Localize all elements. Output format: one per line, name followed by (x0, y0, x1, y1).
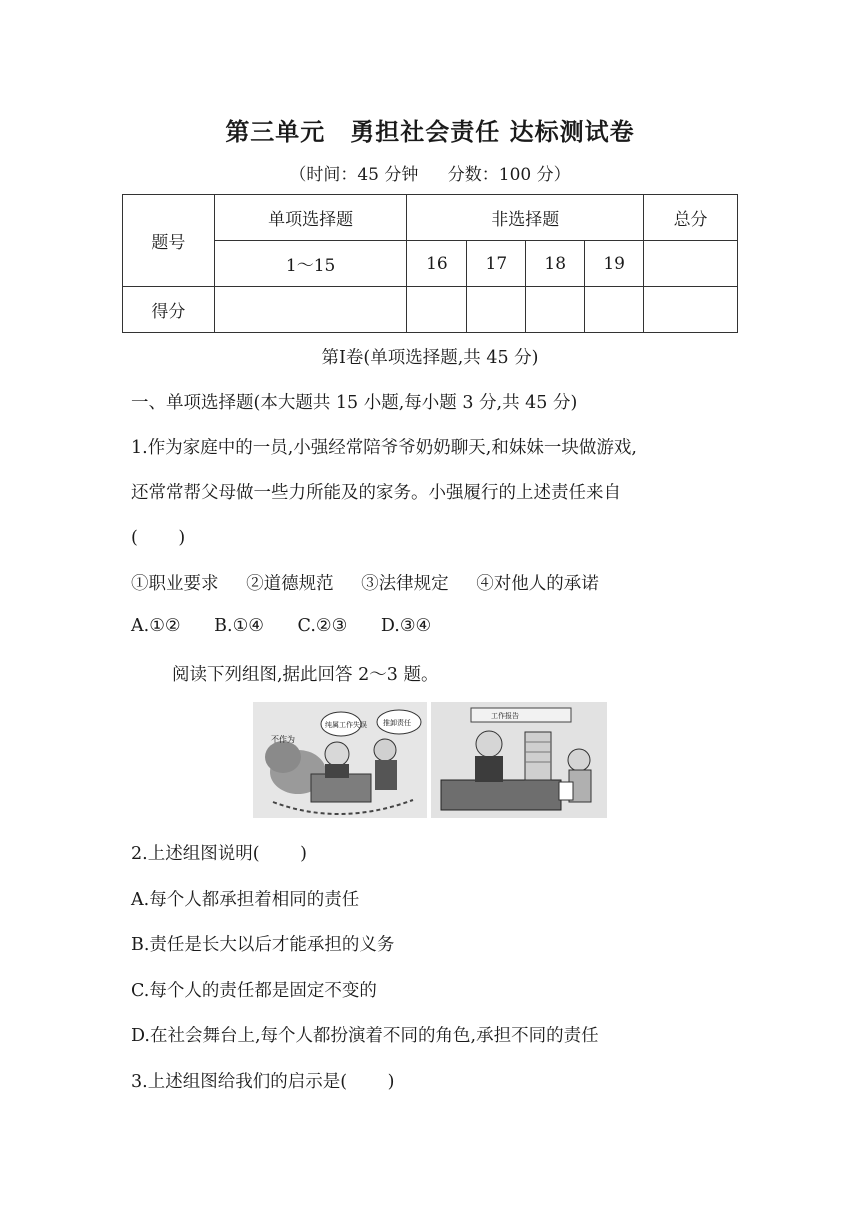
q1-line2: 还常常帮父母做一些力所能及的家务。小强履行的上述责任来自 (131, 483, 621, 503)
q3-stem: 3.上述组图给我们的启示是( ) (131, 1072, 395, 1092)
q2-option-b: B.责任是长大以后才能承担的义务 (131, 935, 395, 955)
fig-label-report: 工作报告 (491, 712, 519, 720)
q1-bracket: ( ) (131, 528, 186, 548)
cell-total: 总分 (644, 195, 738, 241)
q1-option-c: C.②③ (297, 616, 348, 636)
cell-single-choice: 单项选择题 (214, 195, 407, 241)
q1-item-2: ②道德规范 (246, 574, 334, 594)
test-subtitle (0, 160, 860, 185)
section-heading: 一、单项选择题(本大题共 15 小题,每小题 3 分,共 45 分) (131, 393, 578, 413)
cell-defen: 得分 (123, 287, 215, 333)
q1-option-d: D.③④ (380, 616, 432, 636)
q1-option-a: A.①② (131, 616, 181, 636)
q2-stem: 2.上述组图说明( ) (131, 844, 307, 864)
test-title: 第三单元 勇担社会责任 达标测试卷 (225, 118, 635, 146)
cell-tihao: 题号 (123, 195, 215, 287)
fig-label-tuixie: 推卸责任 (383, 719, 411, 727)
cartoon-figures (253, 702, 607, 818)
cell-q17: 17 (467, 241, 526, 287)
cartoon-left (253, 702, 427, 818)
score-blank (585, 287, 644, 333)
q1-item-3: ③法律规定 (361, 574, 449, 594)
q2-option-d: D.在社会舞台上,每个人都扮演着不同的角色,承担不同的责任 (131, 1026, 599, 1046)
score-blank (644, 287, 738, 333)
score-label: 分数：100 分） (447, 165, 571, 185)
part1-heading: 第Ⅰ卷(单项选择题,共 45 分) (321, 348, 539, 368)
q2-option-a: A.每个人都承担着相同的责任 (131, 890, 360, 910)
reading-intro: 阅读下列组图,据此回答 2～3 题。 (172, 665, 439, 685)
score-table (122, 194, 738, 333)
q1-line1: 1.作为家庭中的一员,小强经常陪爷爷奶奶聊天,和妹妹一块做游戏, (131, 438, 637, 458)
cell-total-blank (644, 241, 738, 287)
cell-q19: 19 (585, 241, 644, 287)
q1-option-b: B.①④ (214, 616, 264, 636)
cartoon-right (431, 702, 607, 818)
fig-label-shiwu: 纯属工作失误 (325, 721, 367, 729)
q1-answers (131, 616, 459, 636)
score-blank (467, 287, 526, 333)
score-blank (214, 287, 407, 333)
cell-range: 1～15 (214, 241, 407, 287)
time-label: （时间：45 分钟 (289, 165, 419, 185)
score-blank (526, 287, 585, 333)
cell-non-choice: 非选择题 (407, 195, 644, 241)
q2-option-c: C.每个人的责任都是固定不变的 (131, 981, 377, 1001)
score-blank (407, 287, 467, 333)
cell-q18: 18 (526, 241, 585, 287)
fig-label-buzuowei: 不作为 (271, 735, 295, 744)
q1-items (131, 570, 621, 595)
q1-item-4: ④对他人的承诺 (476, 574, 599, 594)
q1-item-1: ①职业要求 (131, 574, 219, 594)
cell-q16: 16 (407, 241, 467, 287)
